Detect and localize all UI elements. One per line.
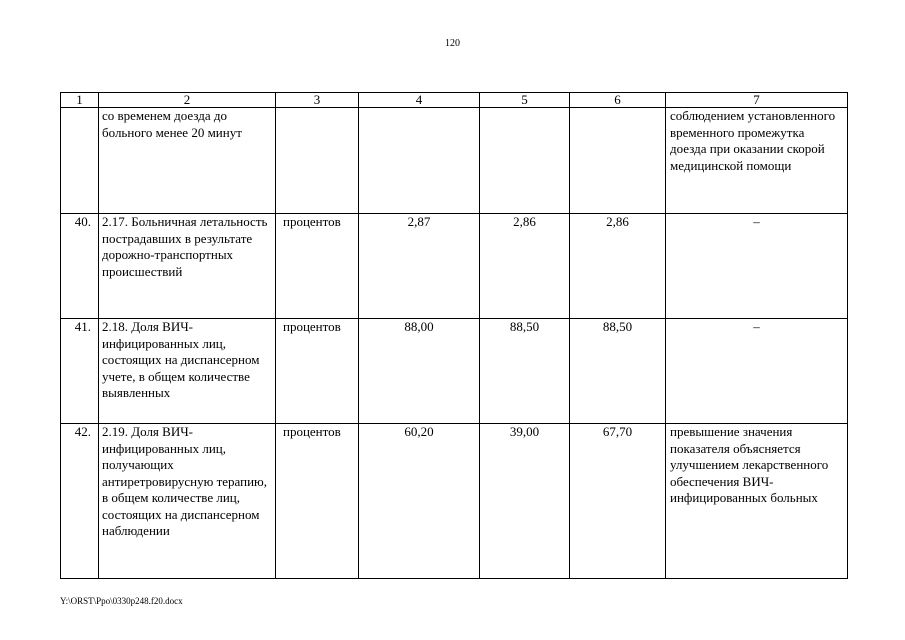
page-number: 120 [445, 38, 460, 49]
note-cell: – [666, 214, 848, 319]
note-cell: – [666, 319, 848, 424]
header-cell: 7 [666, 93, 848, 108]
unit-cell [276, 108, 359, 214]
unit-cell: процентов [276, 319, 359, 424]
header-cell: 2 [99, 93, 276, 108]
row-number: 40. [61, 214, 99, 319]
row-number: 42. [61, 424, 99, 579]
table-row [61, 214, 848, 319]
value-col6 [570, 108, 666, 214]
header-cell: 5 [480, 93, 570, 108]
value-col5: 2,86 [480, 214, 570, 319]
value-col4: 60,20 [359, 424, 480, 579]
table-row [61, 319, 848, 424]
value-col6: 88,50 [570, 319, 666, 424]
value-col4: 2,87 [359, 214, 480, 319]
note-cell: соблюдением установленного временного промежутка доезда при оказании скорой медицинской помощи [666, 108, 848, 214]
unit-cell: процентов [276, 214, 359, 319]
indicators-table [60, 92, 848, 579]
header-cell: 1 [61, 93, 99, 108]
indicator-name: 2.19. Доля ВИЧ-инфицированных лиц, получающих антиретровирусную терапию, в общем количестве лиц, состоящих на диспансерном наблюдении [99, 424, 276, 579]
row-number: 41. [61, 319, 99, 424]
indicator-name: 2.17. Больничная летальность пострадавших в результате дорожно-транспортных происшествий [99, 214, 276, 319]
value-col5: 88,50 [480, 319, 570, 424]
note-cell: превышение значения показателя объясняется улучшением лекарственного обеспечения ВИЧ-инфицированных больных [666, 424, 848, 579]
table-row [61, 108, 848, 214]
unit-cell: процентов [276, 424, 359, 579]
value-col5: 39,00 [480, 424, 570, 579]
header-row [61, 93, 848, 108]
value-col4: 88,00 [359, 319, 480, 424]
value-col6: 67,70 [570, 424, 666, 579]
indicator-name: со временем доезда до больного менее 20 минут [99, 108, 276, 214]
value-col5 [480, 108, 570, 214]
file-path-footer: Y:\ORST\Ppo\0330p248.f20.docx [60, 596, 183, 606]
header-cell: 3 [276, 93, 359, 108]
table-row [61, 424, 848, 579]
value-col4 [359, 108, 480, 214]
value-col6: 2,86 [570, 214, 666, 319]
row-number [61, 108, 99, 214]
header-cell: 4 [359, 93, 480, 108]
header-cell: 6 [570, 93, 666, 108]
indicator-name: 2.18. Доля ВИЧ-инфицированных лиц, состоящих на диспансерном учете, в общем количестве выявленных [99, 319, 276, 424]
